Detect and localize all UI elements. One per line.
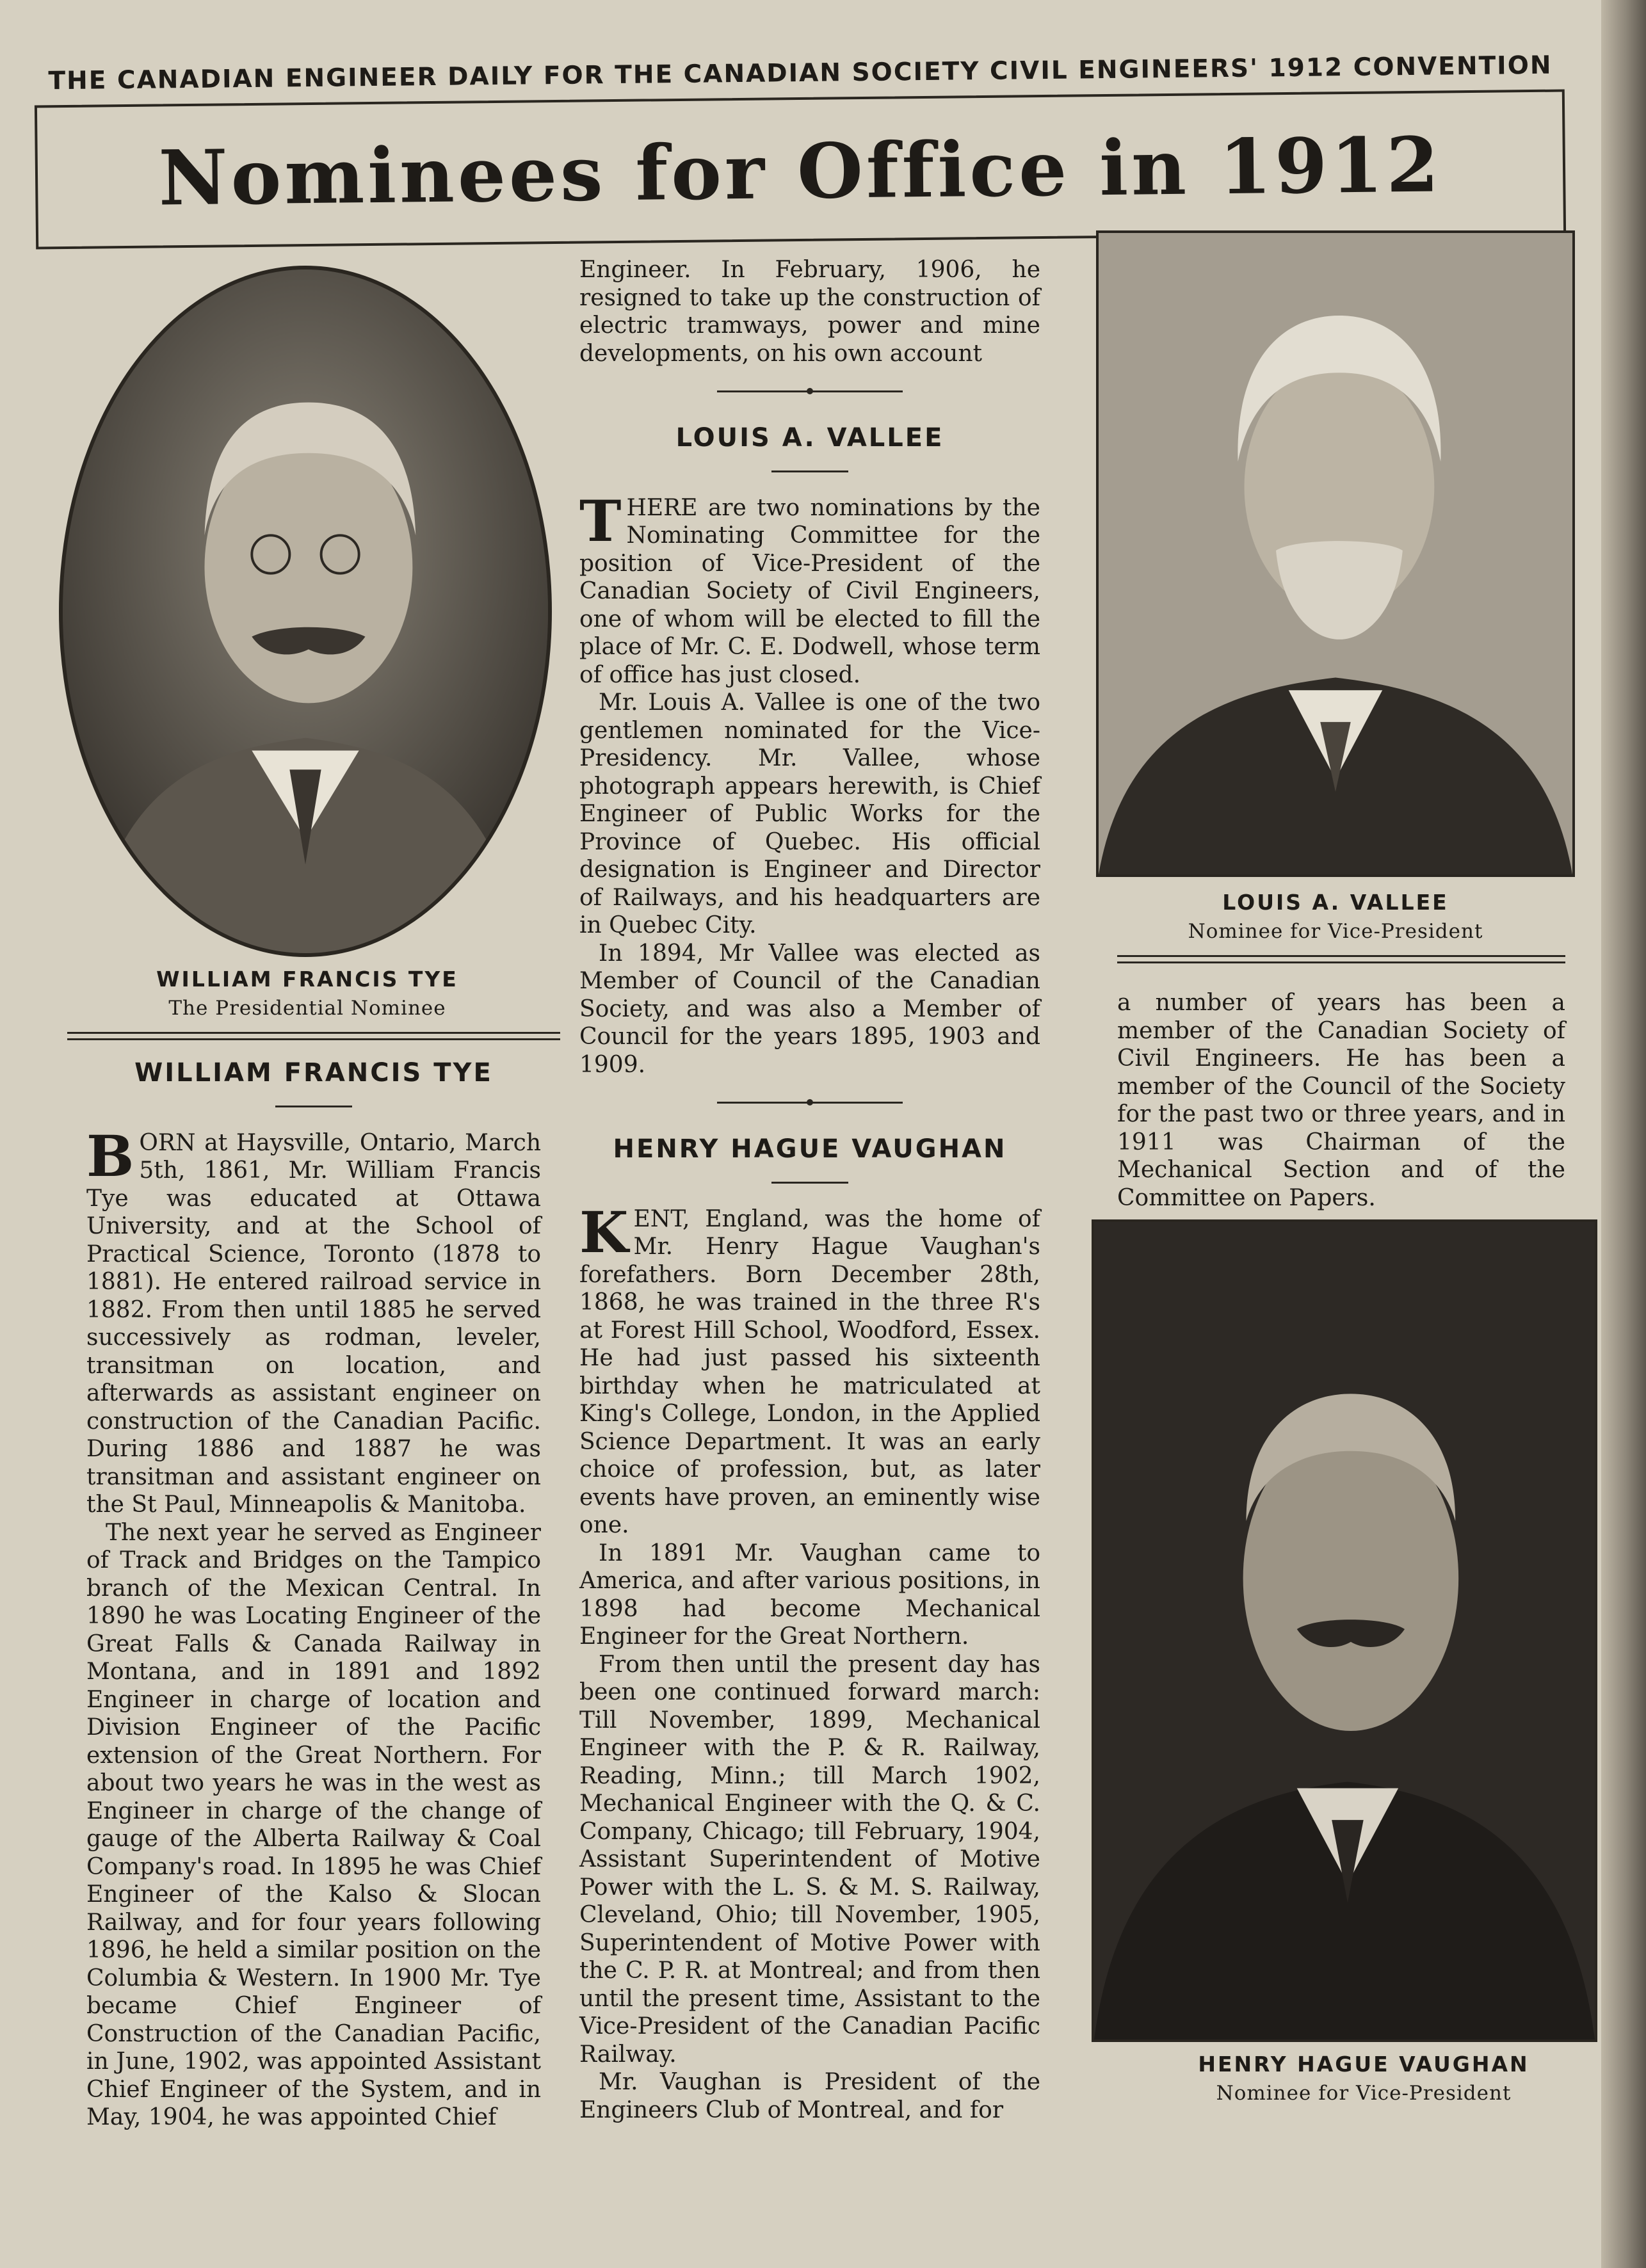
paragraph-continued: a number of years has been a member of the Canadian Society of Civil Engineers. He has been a member of the Council of the Society for the past two or three years, and in 1911 was Chairman of the Mechanical Section and of the Committee on Papers.: [1117, 990, 1565, 1211]
section-divider: [717, 1102, 903, 1104]
paragraph: In 1894, Mr Vallee was elected as Member of Council of the Canadian Society, and was also a Member of Council for the years 1895, 1903 and 1909.: [579, 940, 1040, 1078]
caption-vallee-name: LOUIS A. VALLEE: [1222, 890, 1449, 915]
section-divider: [717, 390, 903, 392]
heading-rule: [771, 1182, 848, 1184]
portrait-vallee: [1096, 230, 1575, 877]
column-1: [86, 1059, 541, 2132]
caption-vallee: [1096, 890, 1575, 943]
caption-vaughan: [1111, 2052, 1617, 2105]
caption-tye: [61, 967, 554, 1020]
paragraph: From then until the present day has been one continued forward march: Till November, 1899, Mechanical Engineer with the P. & R. Railway, Reading, Minn.; till March 1902, Mechanical Engineer with the Q. & C. Company, Chicago; till February, 1904, Assistant Superintendent of Motive Power with the L. S. & M. S. Railway, Cleveland, Ohio; till November, 1905, Superintendent of Motive Power with the C. P. R. at Montreal; and from then until the present time, Assistant to the Vice-President of the Canadian Pacific Railway.: [579, 1651, 1040, 2068]
paragraph: THERE are two nominations by the Nominating Committee for the position of Vice-President of the Canadian Society of Civil Engineers, one of whom will be elected to fill the place of Mr. C. E. Dodwell, whose term of office has just closed.: [579, 487, 1040, 688]
portrait-tye-image: [63, 269, 548, 953]
drop-cap: B: [86, 1122, 134, 1189]
heading-rule: [771, 470, 848, 472]
column-3: [1117, 989, 1565, 1212]
caption-tye-name: WILLIAM FRANCIS TYE: [156, 967, 458, 992]
paragraph-continued: Engineer. In February, 1906, he resigned to take up the construction of electric tramways, power and mine developments, on his own account: [579, 257, 1040, 367]
paragraph: In 1891 Mr. Vaughan came to America, and after various positions, in 1898 had become Mechanical Engineer for the Great Northern.: [579, 1540, 1040, 1650]
title-box: [35, 89, 1566, 249]
paragraph: The next year he served as Engineer of Track and Bridges on the Tampico branch of the Mexican Central. In 1890 he was Locating Engineer of the Great Falls & Canada Railway in Montana, and in 1891 and 1892 Engineer in charge of location and Division Engineer of the Pacific extension of the Great Northern. For about two years he was in the west as Engineer in charge of the change of gauge of the Alberta Railway & Coal Company's road. In 1895 he was Chief Engineer of the Kalso & Slocan Railway, and for four years following 1896, he held a similar position on the Columbia & Western. In 1900 Mr. Tye became Chief Engineer of Construction of the Canadian Pacific, in June, 1902, was appointed Assistant Chief Engineer of the System, and in May, 1904, he was appointed Chief: [86, 1519, 541, 2130]
caption-vallee-role: Nominee for Vice-President: [1188, 920, 1483, 943]
paragraph: Mr. Vaughan is President of the Engineers Club of Montreal, and for: [579, 2069, 1040, 2123]
caption-divider-tye: [67, 1032, 560, 1040]
paragraph: Mr. Louis A. Vallee is one of the two gentlemen nominated for the Vice-Presidency. Mr. Vallee, whose photograph appears herewith, is Chief Engineer of Public Works for the Province of Quebec. His official designation is Engineer and Director of Railways, and his headquarters are in Quebec City.: [579, 689, 1040, 938]
section-heading-vaughan: HENRY HAGUE VAUGHAN: [613, 1134, 1007, 1164]
caption-vaughan-role: Nominee for Vice-President: [1216, 2082, 1512, 2105]
running-head: THE CANADIAN ENGINEER DAILY FOR THE CANADIAN SOCIETY CIVIL ENGINEERS' 1912 CONVENTION: [48, 51, 1553, 96]
portrait-vaughan-image: [1094, 1222, 1595, 2039]
page-binding-edge: [1601, 0, 1646, 2268]
portrait-tye: [59, 266, 552, 957]
section-heading-vallee: LOUIS A. VALLEE: [675, 423, 944, 453]
heading-rule: [275, 1106, 352, 1107]
drop-cap: T: [579, 487, 622, 554]
paragraph: KENT, England, was the home of Mr. Henry Hague Vaughan's forefathers. Born December 28th, 1868, he was trained in the three R's at Forest Hill School, Woodford, Essex. He had just passed his sixteenth birthday when he matriculated at King's College, London, in the Applied Science Department. It was an early choice of profession, but, as later events have proven, an eminently wise one.: [579, 1198, 1040, 1538]
caption-tye-role: The Presidential Nominee: [168, 997, 446, 1020]
caption-vaughan-name: HENRY HAGUE VAUGHAN: [1198, 2052, 1529, 2077]
page-title: Nominees for Office in 1912: [158, 120, 1443, 223]
paragraph: BORN at Haysville, Ontario, March 5th, 1861, Mr. William Francis Tye was educated at Ottawa University, and at the School of Practical Science, Toronto (1878 to 1881). He entered railroad service in 1882. From then until 1885 he served successively as rodman, leveler, transitman on location, and afterwards as assistant engineer on construction of the Canadian Pacific. During 1886 and 1887 he was transitman and assistant engineer on the St Paul, Minneapolis & Manitoba.: [86, 1122, 541, 1518]
portrait-vaughan: [1092, 1219, 1597, 2042]
section-heading-tye: WILLIAM FRANCIS TYE: [134, 1058, 493, 1088]
caption-divider-vallee: [1117, 955, 1565, 963]
column-2: [579, 256, 1040, 2124]
portrait-vallee-image: [1099, 233, 1572, 874]
drop-cap: K: [579, 1198, 629, 1266]
